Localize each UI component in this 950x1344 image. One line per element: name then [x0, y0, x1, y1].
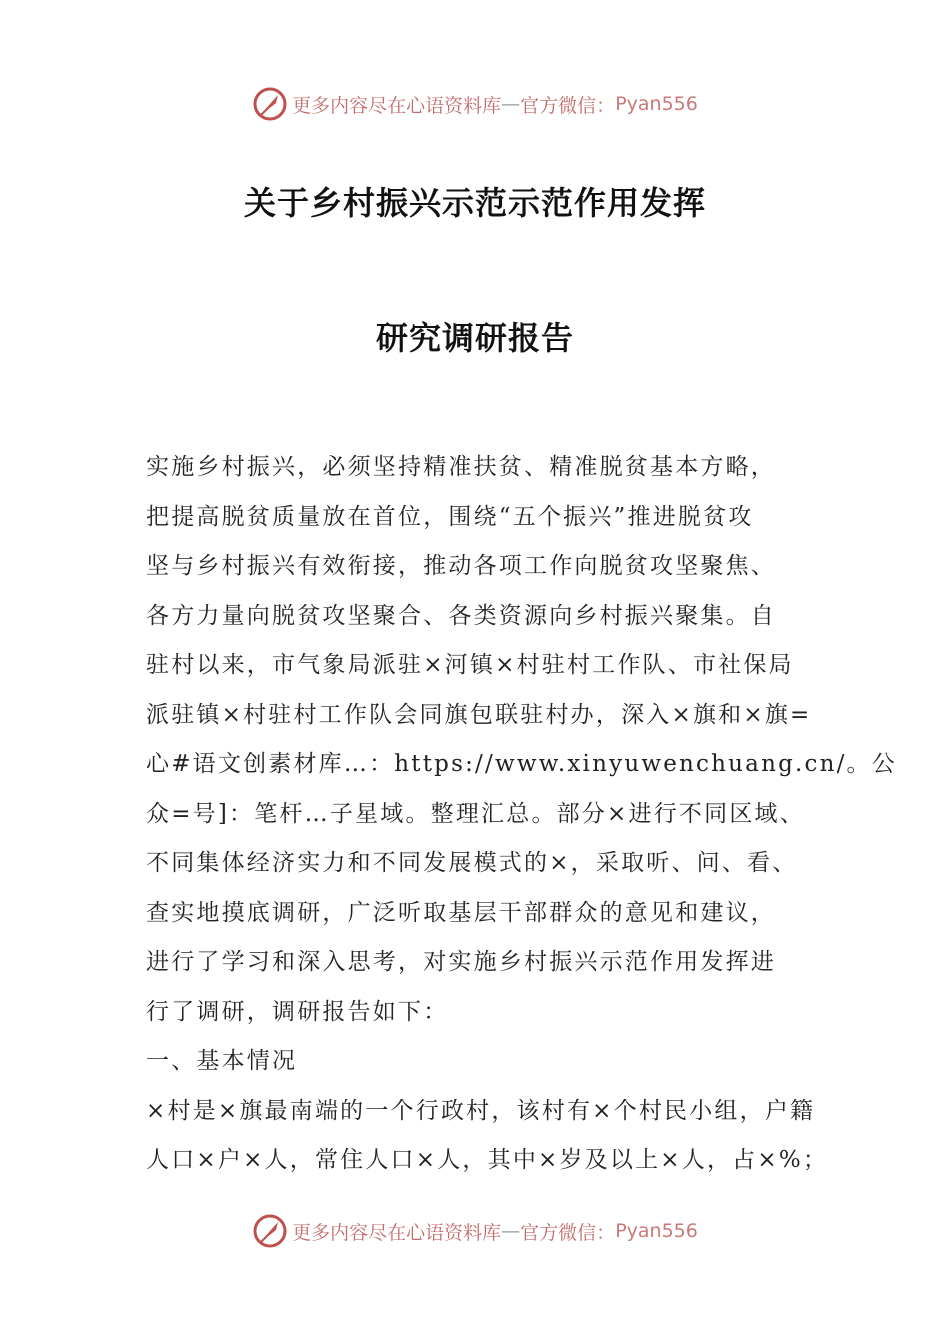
document-body: [146, 443, 897, 1186]
text-line: ×村是×旗最南端的一个行政村，该村有×个村民小组，户籍: [146, 1097, 816, 1124]
text-line: 各方力量向脱贫攻坚聚合、各类资源向乡村振兴聚集。自: [146, 602, 776, 629]
header-watermark: [0, 84, 950, 124]
text-line: 进行了学习和深入思考，对实施乡村振兴示范作用发挥进: [146, 949, 776, 975]
text-line: 行了调研，调研报告如下：: [146, 998, 449, 1025]
text-line: 众=号]：笔杆…子星域。整理汇总。部分×进行不同区域、: [146, 800, 805, 827]
paragraph-intro: [146, 443, 897, 1037]
text-line: 心#语文创素材库…：https://www.xinyuwenchuang.cn/。公: [146, 751, 897, 777]
text-line: 派驻镇×村驻村工作队会同旗包联驻村办，深入×旗和×旗=: [146, 701, 812, 728]
quill-logo-icon: [252, 86, 288, 122]
document-title-line-2: 研究调研报告: [375, 319, 574, 357]
text-line: 把提高脱贫质量放在首位，围绕“五个振兴”推进脱贫攻: [146, 503, 754, 530]
footer-watermark: [0, 1211, 950, 1251]
section-heading: [146, 1037, 808, 1087]
watermark-official-text: 官方微信：: [520, 1221, 616, 1244]
text-line: 人口×户×人，常住人口×人，其中×岁及以上×人，占×%；: [146, 1147, 829, 1173]
document-title-line-1: 关于乡村振兴示范示范作用发挥: [243, 184, 706, 222]
watermark-wechat-id: Pyan556: [615, 1220, 698, 1242]
watermark-separator: —: [501, 1220, 521, 1242]
section-heading-text: 一、基本情况: [146, 1048, 298, 1074]
watermark-main-text: 更多内容尽在心语资料库: [292, 94, 502, 117]
paragraph-basic-info: [146, 1087, 829, 1186]
text-line: 不同集体经济实力和不同发展模式的×，采取听、问、看、: [146, 850, 798, 876]
watermark-main-text: 更多内容尽在心语资料库: [292, 1221, 502, 1244]
text-line: 驻村以来，市气象局派驻×河镇×村驻村工作队、市社保局: [146, 652, 794, 678]
watermark-wechat-id: Pyan556: [615, 93, 698, 115]
text-line: 坚与乡村振兴有效衔接，推动各项工作向脱贫攻坚聚焦、: [146, 553, 776, 579]
watermark-official-text: 官方微信：: [520, 94, 616, 117]
text-line: 实施乡村振兴，必须坚持精准扶贫、精准脱贫基本方略，: [146, 454, 776, 480]
text-line: 查实地摸底调研，广泛听取基层干部群众的意见和建议，: [146, 899, 776, 926]
watermark-separator: —: [501, 93, 521, 115]
quill-logo-icon: [252, 1213, 288, 1249]
